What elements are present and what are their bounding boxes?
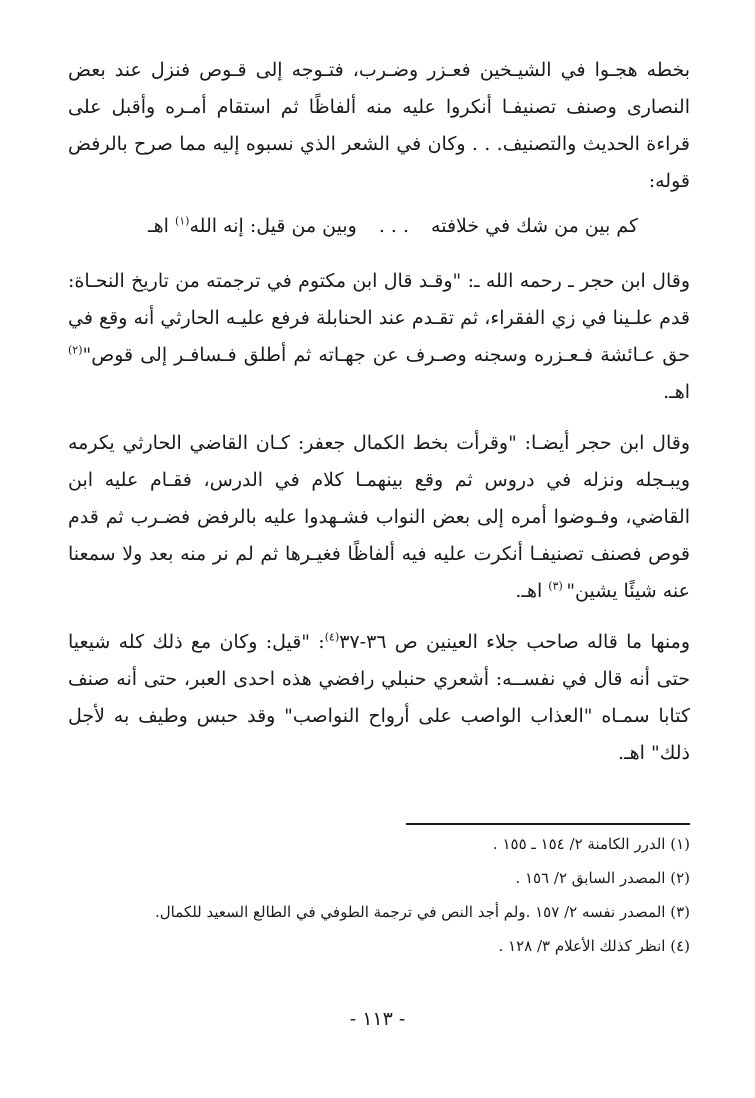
verse-first-hemistich: كم بين من شك في خلافته (431, 215, 638, 237)
poem-verse (68, 208, 690, 245)
verse-second-text: وبين من قيل: إنه الله (189, 215, 357, 237)
paragraph-2 (68, 263, 690, 411)
footnote-ref-2[interactable]: (٢) (68, 343, 83, 357)
paragraph-1-text: بخطه هجـوا في الشيـخين فعـزر وضـرب، فتـوجه إلى قـوص فنزل عند بعض النصارى وصنف تصنيفـا أنكروا عليه منه ألفاظًا ثم استقام أمـره وأقبل على قراءة الحديث والتصنيف. . . وكان في الشعر الذي نسبوه إليه مما صرح بالرفض قوله: (68, 59, 690, 192)
paragraph-4-start: ومنها ما قاله صاحب جلاء العينين ص ٣٦-٣٧ (339, 631, 690, 653)
footnote-3: (٣) المصدر نفسه ٢/ ١٥٧ .ولم أجد النص في ترجمة الطوفي في الطالع السعيد للكمال. (155, 903, 690, 921)
paragraph-3 (68, 425, 690, 610)
footnote-divider (406, 823, 690, 825)
paragraph-3-text: وقال ابن حجر أيضـا: "وقرأت بخط الكمال جعفر: كـان القاضي الحارثي يكرمه ويبـجله ونزله في دروس ثم وقع بينهمـا كلام في الدرس، فقـام عليه ابن القاضي، وفـوضوا أمره إلى بعض النواب فشـهدوا عليه بالرفض فضـرب ثم قدم قوص فصنف تصنيفـا أنكرت عليه فيه ألفاظًا فغيـرها ثم لم نر منه بعد ولا سمعنا عنه شيئًا يشين" (68, 432, 690, 602)
footnote-1: (١) الدرر الكامنة ٢/ ١٥٤ ـ ١٥٥ . (492, 835, 690, 853)
main-text (68, 52, 690, 786)
footnote-4: (٤) انظر كذلك الأعلام ٣/ ١٢٨ . (498, 937, 690, 955)
paragraph-4 (68, 624, 690, 772)
paragraph-1 (68, 52, 690, 200)
verse-end-mark: اهـ (148, 215, 175, 237)
footnote-2: (٢) المصدر السابق ٢/ ١٥٦ . (515, 869, 690, 887)
paragraph-4-rest: : "قيل: وكان مع ذلك كله شيعيا حتى أنه قال في نفســه: أشعري حنبلي رافضي هذه احدى العبر، حتى أنه صنف كتابا سمـاه "العذاب الواصب على أرواح النواصب" وقد حبس وطيف به لأجل ذلك" اهـ. (68, 631, 690, 764)
page-number: - ١١٣ - (349, 1008, 406, 1030)
footnote-ref-1[interactable]: (١) (174, 214, 190, 228)
verse-second-hemistich (148, 208, 357, 245)
footnote-ref-4[interactable]: (٤) (324, 630, 340, 644)
verse-separator: . . . (378, 215, 410, 237)
paragraph-3-end: اهـ. (515, 580, 549, 602)
footnote-ref-3[interactable]: (٣) (548, 579, 567, 593)
paragraph-2-text: وقال ابن حجر ـ رحمه الله ـ: "وقـد قال ابن مكتوم في ترجمته من تاريخ النحـاة: قدم علـينا في زي الفقراء، ثم تقـدم عند الحنابلة فرفع عليـه الحارثي أنه وقع في حق عـائشة فـعـزره وسجنه وصـرف عن جهـاته ثم أطلق فـسافـر إلى قوص" (68, 270, 690, 366)
paragraph-2-end: اهـ. (663, 381, 690, 403)
footnotes (68, 830, 690, 966)
